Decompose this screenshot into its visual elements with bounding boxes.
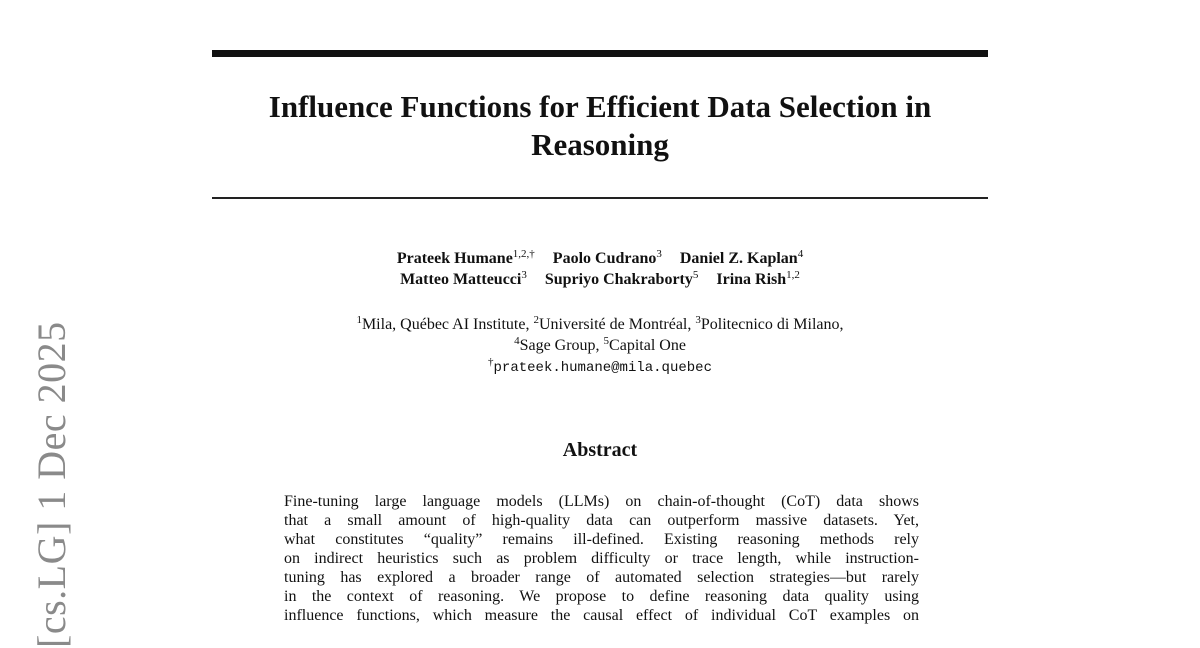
author-name: Matteo Matteucci — [400, 271, 522, 288]
affiliation-row — [212, 314, 988, 335]
affiliation-marker: 4 — [514, 335, 520, 347]
title-top-rule — [212, 50, 988, 57]
author-name: Prateek Humane — [396, 250, 513, 267]
author-row — [212, 269, 988, 290]
paper-title — [212, 88, 988, 164]
abstract-line: on indirect heuristics such as problem difficulty or trace length, while instruction- — [284, 550, 919, 567]
title-line: Reasoning — [531, 127, 669, 162]
title-bottom-rule — [212, 197, 988, 199]
arxiv-sidebar-identifier: [cs.LG] 1 Dec 2025 — [29, 321, 74, 648]
abstract-heading: Abstract — [562, 439, 638, 461]
affiliation-marker: 3 — [695, 314, 701, 326]
abstract-line: in the context of reasoning. We propose to define reasoning data quality using — [284, 588, 919, 605]
author-name: Supriyo Chakraborty — [544, 271, 693, 288]
affiliation: Capital One — [609, 337, 686, 354]
affiliation-marker: 5 — [603, 335, 610, 347]
abstract-line: what constitutes “quality” remains ill-defined. Existing reasoning methods rely — [284, 531, 919, 548]
author-row — [212, 248, 988, 269]
abstract-line: influence functions, which measure the causal effect of individual CoT examples on — [284, 607, 919, 624]
author — [553, 250, 662, 267]
author — [397, 250, 535, 267]
author — [680, 250, 803, 267]
abstract-line: Fine-tuning large language models (LLMs) on chain-of-thought (CoT) data shows — [284, 493, 919, 510]
author-affiliation-marker: 1,2 — [786, 269, 800, 281]
author-affiliation-marker: 5 — [692, 269, 699, 281]
author — [400, 271, 527, 288]
author-name: Paolo Cudrano — [552, 250, 657, 267]
author-affiliation-marker: 1,2,† — [512, 248, 535, 260]
affiliation: Mila, Québec AI Institute, — [361, 316, 534, 333]
author-name: Daniel Z. Kaplan — [679, 250, 798, 267]
author — [716, 271, 800, 288]
abstract-body — [284, 492, 919, 625]
affiliation-marker: 1 — [356, 314, 362, 326]
contact-email: prateek.humane@mila.quebec — [493, 360, 712, 376]
author-list — [212, 248, 988, 290]
affiliation: Sage Group, — [519, 337, 604, 354]
author-name: Irina Rish — [716, 271, 787, 288]
title-line: Influence Functions for Efficient Data Selection in — [268, 89, 932, 124]
affiliation-marker: 2 — [533, 314, 539, 326]
affiliation-row — [212, 335, 988, 356]
affiliation: Université de Montréal, — [538, 316, 696, 333]
affiliations — [212, 314, 988, 379]
affiliation: Politecnico di Milano, — [700, 316, 844, 333]
author-affiliation-marker: 3 — [656, 248, 662, 260]
corresponding-author-marker: † — [488, 356, 494, 368]
abstract-line: tuning has explored a broader range of automated selection strategies—but rarely — [284, 569, 919, 586]
author-affiliation-marker: 4 — [797, 248, 804, 260]
author-affiliation-marker: 3 — [521, 269, 527, 281]
abstract-line: that a small amount of high-quality data can outperform massive datasets. Yet, — [284, 512, 919, 529]
contact-row — [212, 356, 988, 379]
author — [545, 271, 699, 288]
